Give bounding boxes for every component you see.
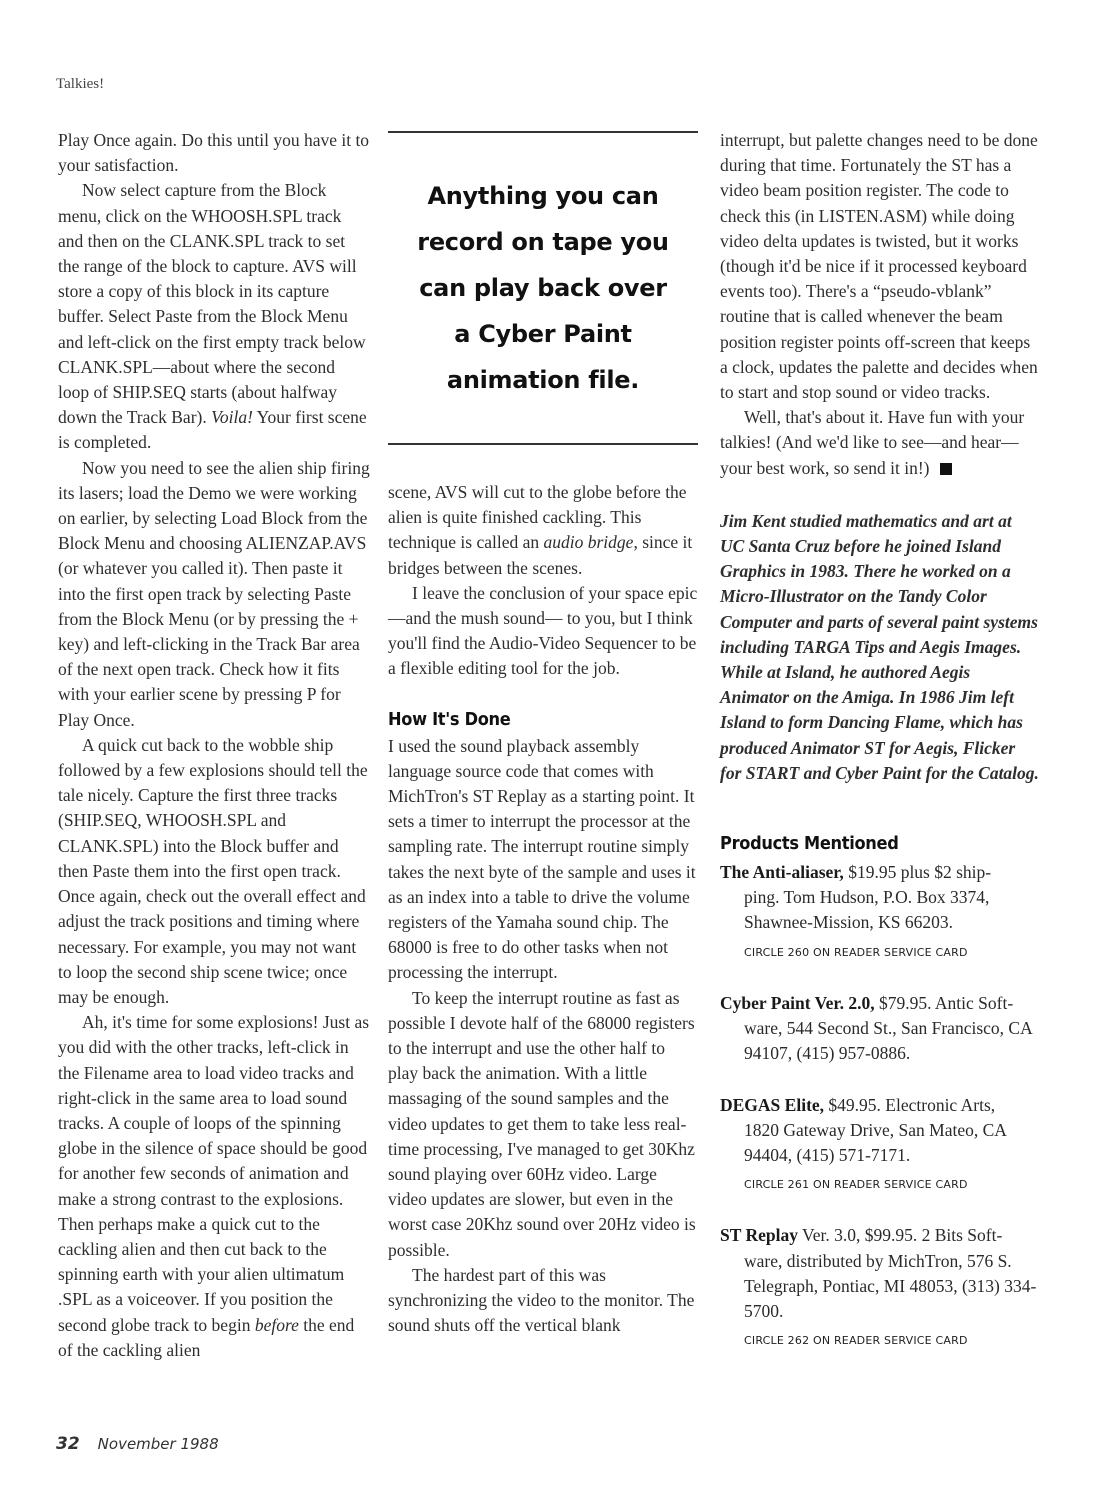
paragraph: To keep the interrupt routine as fast as possible I devote half of the 68000 registers to the interrupt and use the other half to play back the animation. With a little massaging of the sound samples and the video updates to get them to take less real-time processing, I've managed to get 30Khz sound playing over 60Hz video. Large video updates are slower, but even in the worst case 20Khz sound over 20Hz video is possible. <box>388 987 696 1260</box>
paragraph: Well, that's about it. Have fun with your talkies! (And we'd like to see—and hear—your best work, so send it in!) <box>720 407 1025 478</box>
paragraph: The hardest part of this was synchronizing the video to the monitor. The sound shuts off the vertical blank <box>388 1264 695 1336</box>
reader-service-circle: CIRCLE 261 ON READER SERVICE CARD <box>744 1178 968 1192</box>
author-bio: Jim Kent studied mathematics and art at UC Santa Cruz before he joined Island Graphics in 1983. There he worked on a Micro-Illustrator on the Tandy Color Computer and parts of several paint systems including TARGA Tips and Aegis Images. While at Island, he authored Aegis Animator on the Amiga. In 1986 Jim left Island to form Dancing Flame, which has produced Animator ST for Aegis, Flicker for START and Cyber Paint for the Catalog. <box>720 510 1039 783</box>
paragraph: interrupt, but palette changes need to be done during that time. Fortunately the ST has a video beam position register. The code to check this (in LISTEN.ASM) while doing video delta updates is twisted, but it works (though it'd be nice if it processed keyboard events too). There's a “pseudo-vblank” routine that is called whenever the beam position register points off-screen that keeps a clock, updates the palette and decides when to start and stop sound or video tracks. <box>720 130 1038 403</box>
before-emphasis: before <box>254 1314 299 1335</box>
pull-quote-text: Anything you can record on tape you can play back over a Cyber Paint animation file. <box>417 182 669 394</box>
page-number: 32 <box>56 1434 80 1454</box>
running-head: Talkies! <box>56 76 105 92</box>
paragraph: scene, AVS will cut to the globe before the alien is quite finished cackling. This technique is called an audio bridge, since it bridges between the scenes. <box>388 482 693 578</box>
paragraph: Play Once again. Do this until you have it to your satisfaction. <box>58 130 370 176</box>
issue-date: November 1988 <box>97 1435 219 1453</box>
page-footer <box>56 1434 219 1454</box>
column-3 <box>720 128 1040 1353</box>
product-entry: Cyber Paint Ver. 2.0, $79.95. Antic Soft- ware, 544 Second St., San Francisco, CA 94107, (415) 957-0886. <box>720 992 1032 1064</box>
paragraph: I leave the conclusion of your space epic—and the mush sound— to you, but I think you'll find the Audio-Video Sequencer to be a flexible editing tool for the job. <box>388 582 698 679</box>
reader-service-circle: CIRCLE 260 ON READER SERVICE CARD <box>744 945 968 959</box>
paragraph: Now you need to see the alien ship firing its lasers; load the Demo we were working on earlier, by selecting Load Block from the Block Menu and choosing ALIENZAP.AVS (or whatever you called it). Then paste it into the first open track by selecting Paste from the Block Menu (or by pressing the + key) and left-clicking in the Track Bar area of the next open track. Check how it fits with your earlier scene by pressing P for Play Once. <box>58 457 370 730</box>
reader-service-circle: CIRCLE 262 ON READER SERVICE CARD <box>744 1334 968 1348</box>
audio-bridge-emphasis: audio bridge <box>543 532 634 553</box>
paragraph: I used the sound playback assembly language source code that comes with MichTron's ST Replay as a starting point. It sets a timer to interrupt the processor at the sampling rate. The interrupt routine simply takes the next byte of the sample and uses it as an index into a table to drive the volume registers of the Yamaha sound chip. The 68000 is free to do other tasks when not processing the interrupt. <box>388 735 696 983</box>
product-entry: ST Replay Ver. 3.0, $99.95. 2 Bits Soft- ware, distributed by MichTron, 576 S. Telegraph, Pontiac, MI 48053, (313) 334-5700. CIRCLE 262 ON READER SERVICE CARD <box>720 1223 1040 1353</box>
pull-quote <box>388 131 698 445</box>
paragraph: Ah, it's time for some explosions! Just as you did with the other tracks, left-click in the Filename area to load video tracks and right-click in the same area to load sound tracks. A couple of loops of the spinning globe in the silence of space should be good for another few seconds of animation and make a strong contrast to the explosions. Then perhaps make a quick cut to the cackling alien and then cut back to the spinning earth with your alien ultimatum .SPL as a voiceover. If you position the second globe track to begin before the end of the cackling alien <box>58 1012 370 1360</box>
product-name: Cyber Paint Ver. 2.0, <box>720 992 875 1013</box>
voila-emphasis: Voila! <box>211 407 253 428</box>
product-name: ST Replay <box>720 1225 798 1246</box>
product-name: The Anti-aliaser, <box>720 862 844 883</box>
paragraph: A quick cut back to the wobble ship followed by a few explosions should tell the tale nicely. Capture the first three tracks (SHIP.SEQ, WHOOSH.SPL and CLANK.SPL) into the Block buffer and then Paste them into the first open track. Once again, check out the overall effect and adjust the track positions and timing where necessary. For example, you may not want to loop the second ship scene twice; once may be enough. <box>58 734 368 1007</box>
product-entry: The Anti-aliaser, $19.95 plus $2 ship- ping. Tom Hudson, P.O. Box 3374, Shawnee-Mission, KS 66203. CIRCLE 260 ON READER SERVICE CARD <box>720 860 1040 965</box>
column-1 <box>58 128 370 1363</box>
product-name: DEGAS Elite, <box>720 1094 825 1115</box>
end-of-article-mark <box>940 463 952 475</box>
section-heading: How It's Done <box>388 708 511 730</box>
paragraph: Now select capture from the Block menu, click on the WHOOSH.SPL track and then on the CLANK.SPL track to set the range of the block to capture. AVS will store a copy of this block in its capture buffer. Select Paste from the Block Menu and left-click on the first empty track below CLANK.SPL—about where the second loop of SHIP.SEQ starts (about halfway down the Track Bar). Voila! Your first scene is completed. <box>58 180 367 453</box>
products-heading: Products Mentioned <box>720 833 899 855</box>
product-entry: DEGAS Elite, $49.95. Electronic Arts, 1820 Gateway Drive, San Mateo, CA 94404, (415) 571-7171. CIRCLE 261 ON READER SERVICE CARD <box>720 1093 1040 1198</box>
